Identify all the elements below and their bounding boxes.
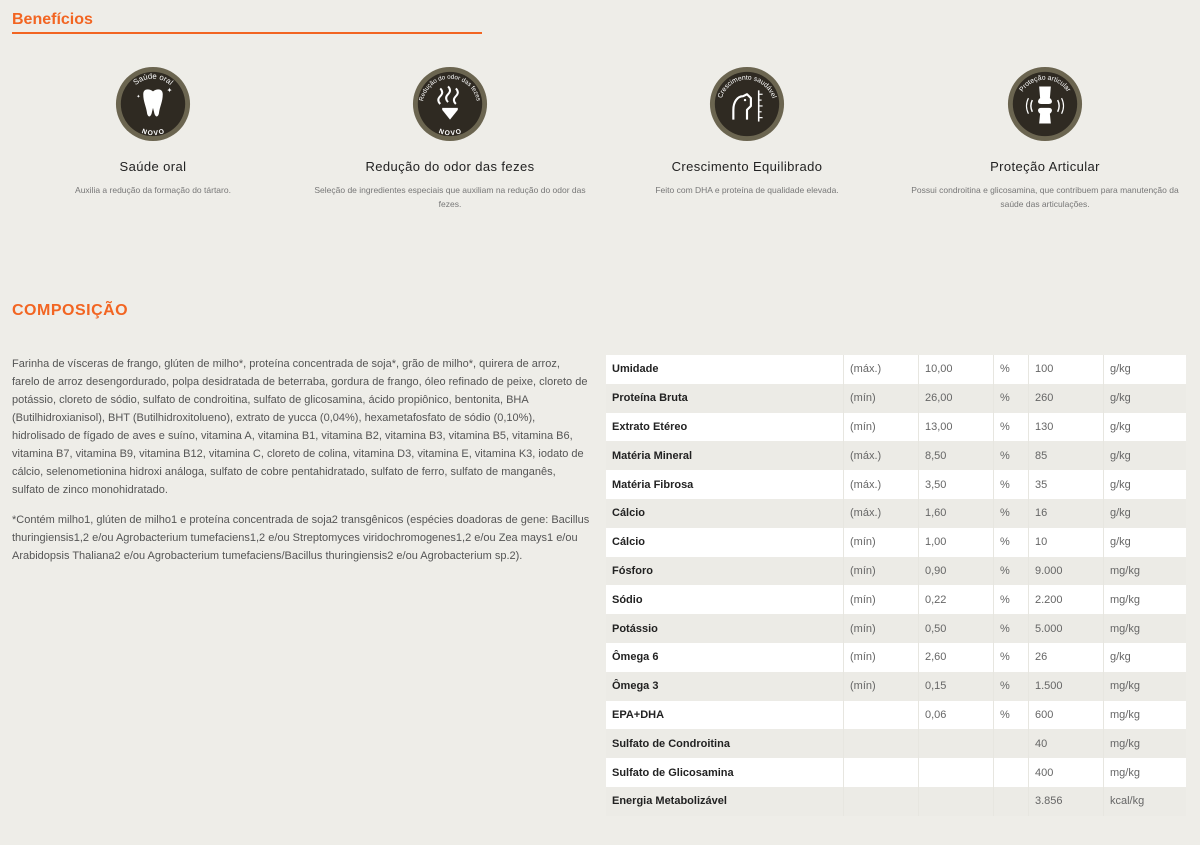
percent-sign-cell [994, 787, 1029, 816]
joint-icon [1006, 65, 1084, 143]
percent-value-cell: 2,60 [919, 643, 994, 672]
nutrient-name-cell: Extrato Etéreo [606, 413, 844, 442]
qualifier-cell [844, 787, 919, 816]
percent-value-cell [919, 758, 994, 787]
svg-text:✦: ✦ [136, 95, 141, 101]
svg-text:✦: ✦ [166, 87, 173, 95]
percent-value-cell: 3,50 [919, 470, 994, 499]
amount-unit-cell: g/kg [1104, 441, 1187, 470]
percent-sign-cell: % [994, 441, 1029, 470]
table-row [606, 355, 1186, 384]
amount-value-cell: 35 [1029, 470, 1104, 499]
nutrient-name-cell: Cálcio [606, 499, 844, 528]
amount-value-cell: 85 [1029, 441, 1104, 470]
percent-value-cell [919, 787, 994, 816]
qualifier-cell [844, 729, 919, 758]
table-row [606, 758, 1186, 787]
percent-value-cell: 0,90 [919, 557, 994, 586]
benefits-title: Benefícios [12, 11, 93, 28]
composition-title: COMPOSIÇÃO [12, 302, 129, 319]
amount-unit-cell: mg/kg [1104, 672, 1187, 701]
percent-sign-cell: % [994, 701, 1029, 730]
table-row [606, 729, 1186, 758]
amount-value-cell: 9.000 [1029, 557, 1104, 586]
amount-unit-cell: mg/kg [1104, 729, 1187, 758]
amount-unit-cell: mg/kg [1104, 557, 1187, 586]
percent-sign-cell [994, 729, 1029, 758]
qualifier-cell: (máx.) [844, 499, 919, 528]
percent-sign-cell: % [994, 528, 1029, 557]
amount-unit-cell: g/kg [1104, 499, 1187, 528]
percent-sign-cell: % [994, 470, 1029, 499]
qualifier-cell: (mín) [844, 643, 919, 672]
percent-value-cell: 0,22 [919, 585, 994, 614]
nutrient-name-cell: Umidade [606, 355, 844, 384]
nutrient-name-cell: Sulfato de Condroitina [606, 729, 844, 758]
table-row [606, 384, 1186, 413]
percent-value-cell: 0,15 [919, 672, 994, 701]
amount-value-cell: 40 [1029, 729, 1104, 758]
benefit-description: Seleção de ingredientes especiais que auxiliam na redução do odor das fezes. [314, 185, 586, 209]
benefit-title: Redução do odor das fezes [365, 159, 535, 174]
amount-value-cell: 130 [1029, 413, 1104, 442]
table-row [606, 441, 1186, 470]
percent-value-cell: 10,00 [919, 355, 994, 384]
ingredients-paragraph: Farinha de vísceras de frango, glúten de milho*, proteína concentrada de soja*, grão de milho*, quirera de arroz, farelo de arroz desengordurado, polpa desidratada de beterraba, gordura de frango, óleo refinado de peixe, cloreto de potássio, cloreto de sódio, sulfato de condroitina, sulfato de glicosamina, ácido propiônico, bentonita, BHA (Butilhidroxianisol), BHT (Butilhidroxitolueno), extrato de yucca (0,04%), hexametafosfato de sódio (0,10%), hidrolisado de fígado de aves e suíno, vitamina A, vitamina B1, vitamina B2, vitamina B3, vitamina B5, vitamina B6, vitamina B7, vitamina B9, vitamina B12, vitamina C, cloreto de colina, vitamina D3, vitamina E, vitamina K3, iodato de cálcio, selenometionina hidroxi análoga, sulfato de cobre pentahidratado, sulfato de ferro, sulfato de manganês, sulfato de zinco monohidratado. [12, 358, 588, 496]
nutrient-name-cell: Proteína Bruta [606, 384, 844, 413]
benefits-divider [12, 32, 482, 34]
amount-unit-cell: g/kg [1104, 643, 1187, 672]
percent-value-cell: 13,00 [919, 413, 994, 442]
nutrient-name-cell: Matéria Fibrosa [606, 470, 844, 499]
table-row [606, 557, 1186, 586]
percent-sign-cell: % [994, 585, 1029, 614]
amount-value-cell: 26 [1029, 643, 1104, 672]
tooth-icon [114, 65, 192, 143]
nutrient-name-cell: Ômega 6 [606, 643, 844, 672]
benefit-title: Crescimento Equilibrado [671, 159, 823, 174]
svg-text:Redução do odor das fezes: Redução do odor das fezes [418, 73, 482, 102]
percent-sign-cell: % [994, 499, 1029, 528]
percent-sign-cell: % [994, 384, 1029, 413]
amount-unit-cell: kcal/kg [1104, 787, 1187, 816]
amount-value-cell: 2.200 [1029, 585, 1104, 614]
percent-sign-cell: % [994, 557, 1029, 586]
nutrient-name-cell: Sulfato de Glicosamina [606, 758, 844, 787]
benefit-title: Proteção Articular [990, 159, 1100, 174]
percent-sign-cell: % [994, 643, 1029, 672]
svg-text:Saúde oral: Saúde oral [131, 71, 175, 87]
amount-value-cell: 16 [1029, 499, 1104, 528]
amount-unit-cell: mg/kg [1104, 701, 1187, 730]
amount-unit-cell: g/kg [1104, 470, 1187, 499]
amount-unit-cell: g/kg [1104, 413, 1187, 442]
percent-sign-cell: % [994, 672, 1029, 701]
amount-value-cell: 100 [1029, 355, 1104, 384]
benefit-item-balanced-growth [602, 65, 892, 197]
amount-value-cell: 3.856 [1029, 787, 1104, 816]
amount-value-cell: 10 [1029, 528, 1104, 557]
svg-text:Crescimento saudável: Crescimento saudável [716, 74, 778, 100]
percent-value-cell: 26,00 [919, 384, 994, 413]
amount-value-cell: 400 [1029, 758, 1104, 787]
nutrient-name-cell: Energia Metabolizável [606, 787, 844, 816]
amount-unit-cell: g/kg [1104, 528, 1187, 557]
table-row [606, 614, 1186, 643]
svg-text:Proteção articular: Proteção articular [1018, 74, 1072, 94]
table-row [606, 499, 1186, 528]
qualifier-cell: (mín) [844, 672, 919, 701]
amount-unit-cell: mg/kg [1104, 614, 1187, 643]
percent-value-cell: 0,50 [919, 614, 994, 643]
composition-text [12, 355, 590, 577]
percent-sign-cell: % [994, 614, 1029, 643]
gmo-footnote: *Contém milho1, glúten de milho1 e proteína concentrada de soja2 transgênicos (espécies doadoras de gene: Bacillus thuringiensis1,2 e/ou Agrobacterium tumefaciens1,2 e/ou Streptomyces viridochromogenes1,2 e/ou Zea mays1 e/ou Arabidopsis Thaliana2 e/ou Agrobacterium tumefaciens/Bacillus thuringiensis2 e/ou Agrobacterium sp.2). [12, 514, 590, 562]
table-row [606, 701, 1186, 730]
qualifier-cell: (mín) [844, 528, 919, 557]
svg-text:NOVO: NOVO [140, 128, 166, 138]
amount-unit-cell: g/kg [1104, 384, 1187, 413]
odor-icon [411, 65, 489, 143]
qualifier-cell: (máx.) [844, 470, 919, 499]
percent-value-cell: 1,60 [919, 499, 994, 528]
percent-value-cell: 8,50 [919, 441, 994, 470]
qualifier-cell [844, 758, 919, 787]
qualifier-cell: (máx.) [844, 441, 919, 470]
benefits-list [0, 65, 1200, 215]
amount-value-cell: 260 [1029, 384, 1104, 413]
amount-value-cell: 1.500 [1029, 672, 1104, 701]
table-row [606, 413, 1186, 442]
amount-value-cell: 5.000 [1029, 614, 1104, 643]
guaranteed-analysis-table [606, 355, 1186, 816]
nutrient-name-cell: Sódio [606, 585, 844, 614]
benefit-item-joint-protection [900, 65, 1190, 211]
qualifier-cell: (mín) [844, 585, 919, 614]
percent-sign-cell [994, 758, 1029, 787]
percent-value-cell: 1,00 [919, 528, 994, 557]
table-row [606, 672, 1186, 701]
qualifier-cell: (mín) [844, 413, 919, 442]
table-row [606, 528, 1186, 557]
qualifier-cell [844, 701, 919, 730]
nutrient-name-cell: Fósforo [606, 557, 844, 586]
table-row [606, 585, 1186, 614]
percent-value-cell [919, 729, 994, 758]
nutrient-name-cell: Ômega 3 [606, 672, 844, 701]
amount-value-cell: 600 [1029, 701, 1104, 730]
percent-sign-cell: % [994, 355, 1029, 384]
nutrient-name-cell: Potássio [606, 614, 844, 643]
nutrient-name-cell: Cálcio [606, 528, 844, 557]
table-row [606, 643, 1186, 672]
qualifier-cell: (mín) [844, 384, 919, 413]
amount-unit-cell: mg/kg [1104, 758, 1187, 787]
qualifier-cell: (mín) [844, 614, 919, 643]
amount-unit-cell: g/kg [1104, 355, 1187, 384]
nutrient-name-cell: Matéria Mineral [606, 441, 844, 470]
percent-sign-cell: % [994, 413, 1029, 442]
qualifier-cell: (mín) [844, 557, 919, 586]
benefit-description: Auxilia a redução da formação do tártaro. [75, 185, 231, 195]
qualifier-cell: (máx.) [844, 355, 919, 384]
nutrient-name-cell: EPA+DHA [606, 701, 844, 730]
table-row [606, 470, 1186, 499]
benefit-title: Saúde oral [119, 159, 187, 174]
puppy-growth-icon [708, 65, 786, 143]
benefit-description: Feito com DHA e proteína de qualidade elevada. [655, 185, 839, 195]
svg-text:NOVO: NOVO [437, 128, 463, 138]
benefit-item-oral-health [8, 65, 298, 197]
benefit-item-odor-reduction [305, 65, 595, 211]
table-row [606, 787, 1186, 816]
benefit-description: Possui condroitina e glicosamina, que contribuem para manutenção da saúde das articulações. [911, 185, 1179, 209]
percent-value-cell: 0,06 [919, 701, 994, 730]
amount-unit-cell: mg/kg [1104, 585, 1187, 614]
